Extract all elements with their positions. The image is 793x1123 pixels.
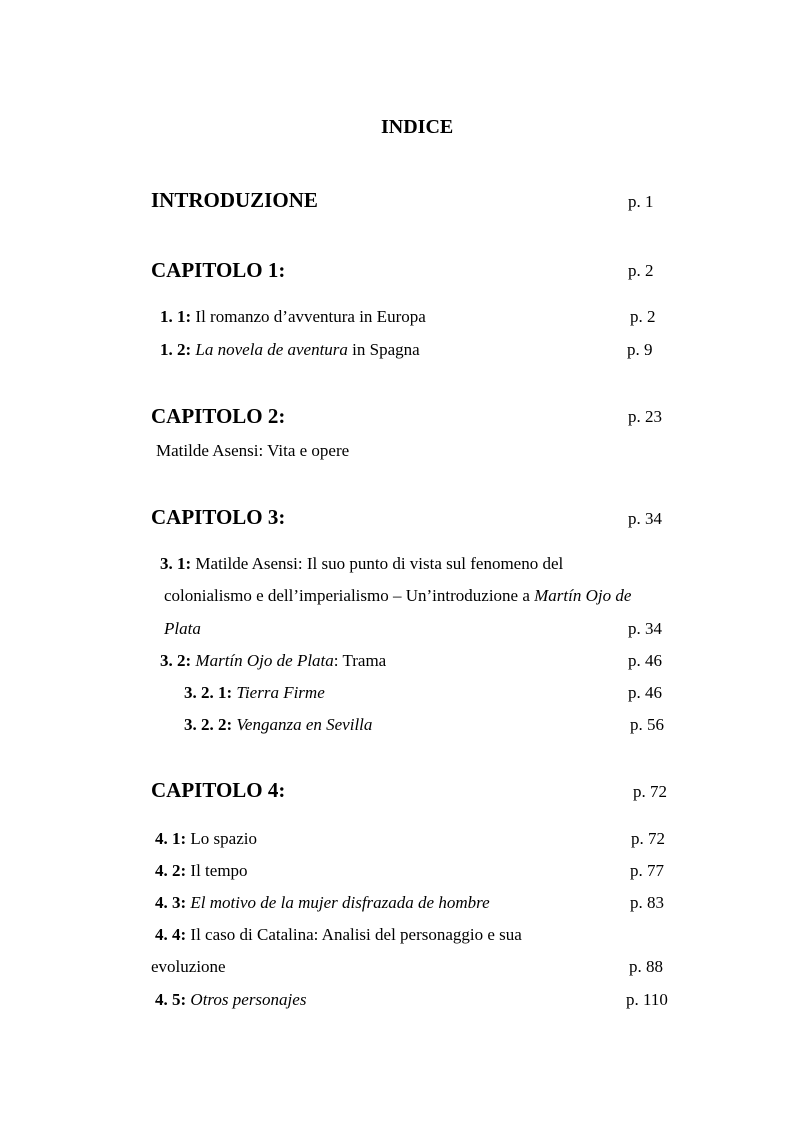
section-4-3-page-number: p. 83 [630,893,664,912]
section-number: 4. 4: [155,925,187,944]
section-4-1-page-number: p. 72 [631,829,665,848]
section-title-italic: Martín Ojo de [534,586,632,605]
section-number: 3. 2: [160,651,192,670]
section-number: 3. 1: [160,554,192,573]
section-title: Il tempo [186,861,248,880]
section-number: 4. 1: [155,829,187,848]
section-3-1-page-number: p. 34 [628,619,662,638]
section-3-2-1 [184,684,325,701]
chapter-1-heading: CAPITOLO 1: [151,258,286,282]
section-4-2 [155,862,248,879]
section-1-2-page-number: p. 9 [627,340,653,359]
section-title: in Spagna [347,340,420,359]
intro-heading: INTRODUZIONE [151,188,318,212]
section-3-2-1-page-number: p. 46 [628,683,662,702]
section-1-1-page-number: p. 2 [630,307,656,326]
section-title: Matilde Asensi: Il suo punto di vista sul fenomeno del [191,554,564,573]
section-3-2-2 [184,716,372,733]
chapter-1-page-number: p. 2 [628,261,654,280]
section-number: 4. 3: [155,893,187,912]
section-title-italic: La novela de aventura [195,340,348,359]
section-title-italic: Tierra Firme [236,683,325,702]
section-number: 3. 2. 2: [184,715,233,734]
section-title: Il caso di Catalina: Analisi del personaggio e sua [186,925,522,944]
section-4-3 [155,894,490,911]
section-number: 1. 2: [160,340,192,359]
section-3-2-2-page-number: p. 56 [630,715,664,734]
chapter-2-page-number: p. 23 [628,407,662,426]
section-number: 4. 2: [155,861,187,880]
section-3-1-line-3: Plata [164,619,201,638]
section-3-2-page-number: p. 46 [628,651,662,670]
section-4-4-line-2: evoluzione [151,957,226,976]
page-title: INDICE [381,116,454,138]
section-4-2-page-number: p. 77 [630,861,664,880]
section-title-italic: Otros personajes [190,990,307,1009]
section-title: Il romanzo d’avventura in Europa [191,307,426,326]
section-number: 3. 2. 1: [184,683,233,702]
chapter-3-page-number: p. 34 [628,509,662,528]
section-title: colonialismo e dell’imperialismo – Un’introduzione a [164,586,535,605]
section-4-4-page-number: p. 88 [629,957,663,976]
section-4-5-page-number: p. 110 [626,990,668,1009]
chapter-4-heading: CAPITOLO 4: [151,778,286,802]
section-number: 1. 1: [160,307,192,326]
section-title-italic: El motivo de la mujer disfrazada de hombre [190,893,490,912]
section-3-1-line-1 [160,555,563,572]
section-4-4-line-1 [155,926,522,943]
section-1-2 [160,341,420,358]
section-1-1 [160,308,426,325]
section-4-1 [155,830,257,847]
chapter-2-subtitle: Matilde Asensi: Vita e opere [156,441,350,460]
section-title: : Trama [333,651,387,670]
section-title-italic: Martín Ojo de Plata [195,651,334,670]
section-4-5 [155,991,306,1008]
section-number: 4. 5: [155,990,187,1009]
chapter-3-heading: CAPITOLO 3: [151,505,286,529]
chapter-2-heading: CAPITOLO 2: [151,404,286,428]
section-title-italic: Venganza en Sevilla [236,715,373,734]
section-3-2 [160,652,386,669]
section-3-1-line-2 [164,587,631,604]
chapter-4-page-number: p. 72 [633,782,667,801]
section-title: Lo spazio [186,829,257,848]
intro-page-number: p. 1 [628,192,654,211]
